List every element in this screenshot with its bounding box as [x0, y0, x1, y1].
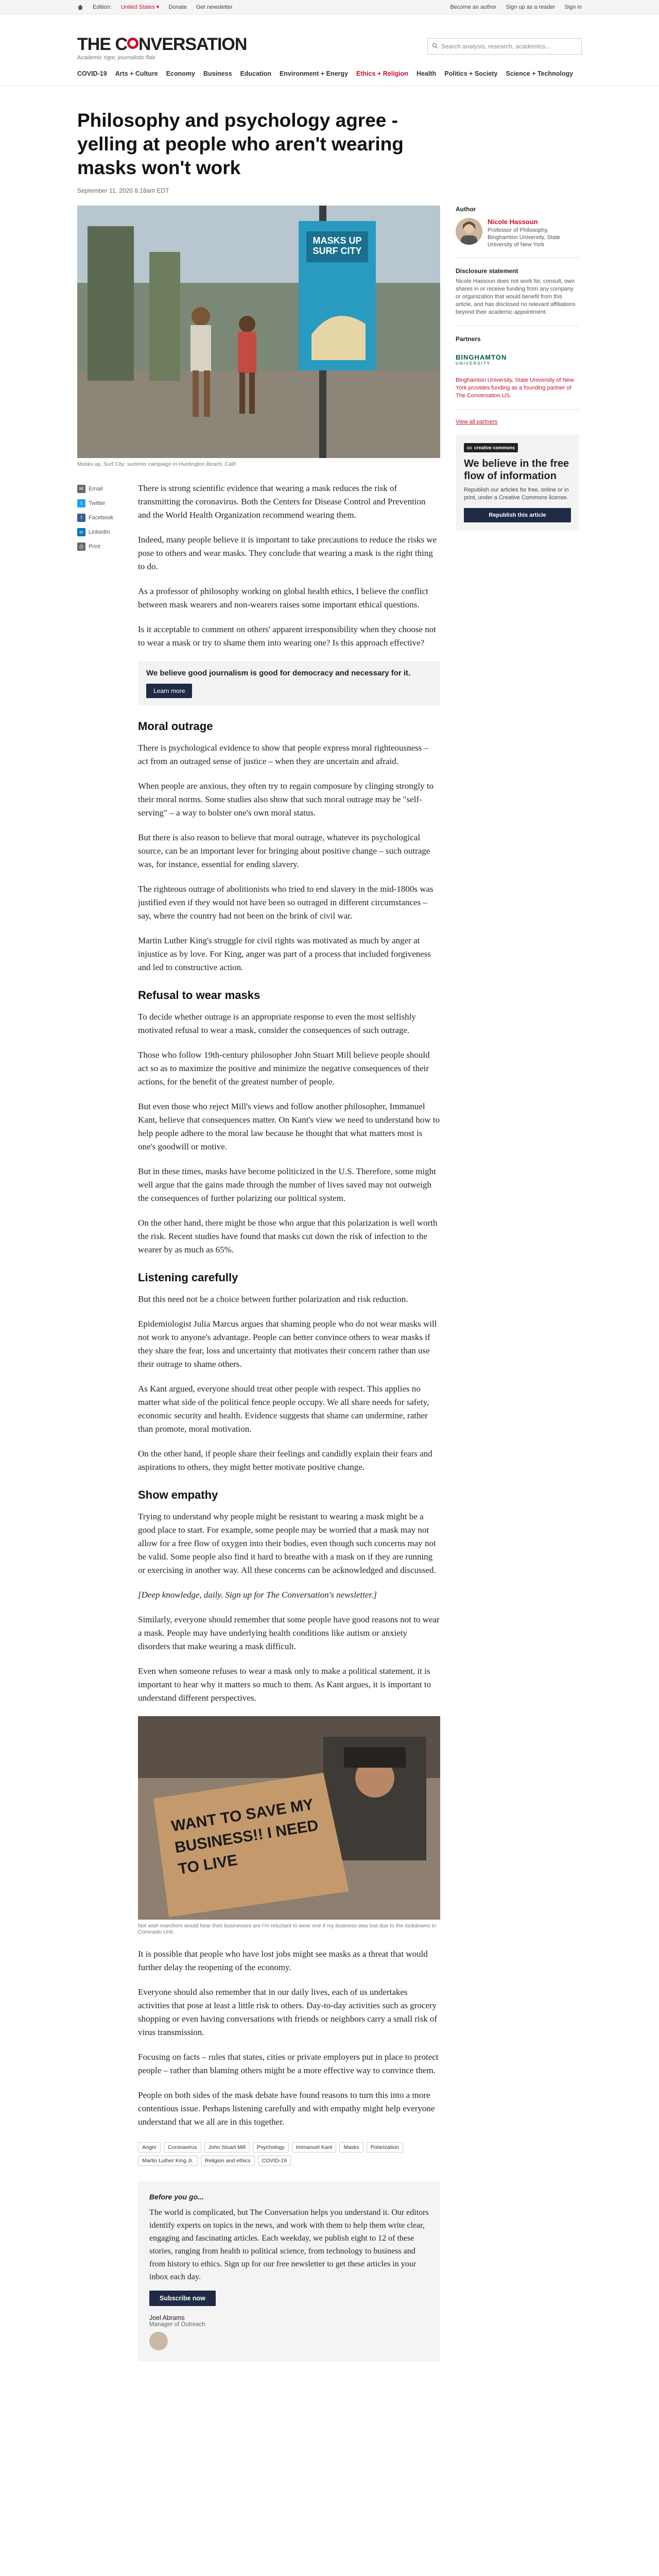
signature	[149, 2314, 429, 2350]
partner-text[interactable]: Binghamton University, State University of New York provides funding as a founding partner of The Conversation US.	[456, 377, 574, 399]
search-icon	[432, 43, 438, 50]
section-heading: Show empathy	[138, 1488, 218, 1501]
tag-link[interactable]: John Stuart Mill	[204, 2142, 250, 2153]
nav-item-education[interactable]: Education	[240, 70, 271, 77]
edition-label: Edition:	[93, 4, 112, 10]
share-facebook-button[interactable]	[77, 514, 138, 522]
learn-more-button[interactable]: Learn more	[146, 684, 192, 698]
site-header	[0, 14, 659, 70]
disclosure-text: Nicole Hassoun does not work for, consult, own shares in or receive funding from any company or organization that would benefit from this article, and has disclosed no relevant affiliations beyond their academic appointment.	[456, 278, 576, 315]
share-label: Print	[89, 544, 100, 550]
nav-item-arts-culture[interactable]: Arts + Culture	[115, 70, 158, 77]
top-utility-bar	[0, 0, 659, 14]
paragraph: There is psychological evidence to show that people express moral righteousness – act from an outraged sense of justice – when they are uncertain and afraid.	[138, 743, 429, 766]
hero-banner-text: MASKS UP SURF CITY	[313, 235, 362, 256]
hero-caption: Masks up, Surf City: summer campaign in Huntington Beach, Calif.	[77, 461, 237, 467]
linkedin-icon: in	[77, 528, 85, 536]
newsletter-link[interactable]: Get newsletter	[196, 4, 233, 10]
sign-in-link[interactable]: Sign in	[564, 4, 582, 10]
partner-logo[interactable]: BINGHAMTON UNIVERSITY	[456, 353, 507, 366]
tag-link[interactable]: COVID-19	[258, 2156, 291, 2166]
donate-callout	[138, 661, 440, 705]
tag-link[interactable]: Religion and ethics	[201, 2156, 255, 2166]
nav-item-covid-19[interactable]: COVID-19	[77, 70, 107, 77]
paragraph: It is possible that people who have lost jobs might see masks as a threat that would further delay the reopening of the economy.	[138, 1949, 428, 1972]
paragraph: Those who follow 19th-century philosopher John Stuart Mill believe people should act so as to maximize the positive and minimize the negative consequences of their actions, for the benefit of the greatest number of people.	[138, 1050, 430, 1087]
article-dateline: September 11, 2020 8.18am EDT	[77, 187, 169, 194]
republish-button[interactable]: Republish this article	[464, 508, 571, 522]
article-body	[138, 482, 440, 2382]
before-you-go-text: The world is complicated, but The Conversation helps you understand it. Our editors identify experts on topics in the news, and work with them to help them write clear, engaging and fascinating articles. Each weekday, we publish eight to 12 of these stories, ranging from health to political science, from technology to business and from history to ethics. Sign up for our free newsletter to get these articles in your inbox each day.	[149, 2208, 429, 2281]
edition-select[interactable]: United States ▾	[120, 4, 160, 10]
paragraph: On the other hand, if people share their feelings and candidly explain their fears and aspirations to others, they might better motivate positive change.	[138, 1449, 432, 1472]
facebook-icon: f	[77, 514, 85, 522]
paragraph: When people are anxious, they often try to regain composure by clinging strongly to their moral norms. Some studies also show that such moral outrage may be "self-serving" – a way to bolster one's own moral status.	[138, 781, 434, 818]
site-logo[interactable]: THE C NVERSATION	[77, 35, 247, 54]
photo-caption: Not wish marchers would hear their businesses are I'm reluctant to wear one if my business was lost due to the lockdowns in Coronado Unit.	[138, 1923, 436, 1935]
donate-link[interactable]: Donate	[168, 4, 187, 10]
donate-callout-text: We believe good journalism is good for democracy and necessary for it.	[146, 669, 411, 677]
subscribe-button[interactable]: Subscribe now	[149, 2291, 216, 2306]
paragraph: On the other hand, there might be those who argue that this polarization is well worth the risk. Recent studies have found that masks cut down the risk of infection to the wearer by as much as 65%.	[138, 1218, 438, 1255]
republish-text: Republish our articles for free, online or in print, under a Creative Commons license.	[464, 487, 569, 501]
creative-commons-icon: cc creative commons	[464, 443, 518, 452]
nav-item-economy[interactable]: Economy	[166, 70, 195, 77]
author-avatar[interactable]	[456, 218, 482, 245]
article-main	[77, 206, 440, 2382]
share-print-button[interactable]	[77, 543, 138, 551]
protest-photo	[138, 1716, 440, 1920]
view-all-partners-link[interactable]: View all partners	[456, 419, 498, 425]
home-icon[interactable]	[77, 4, 83, 10]
nav-item-health[interactable]: Health	[417, 70, 437, 77]
tag-link[interactable]: Immanuel Kant	[292, 2142, 337, 2153]
protest-sign-text: WANT TO SAVE MY BUSINESS!! I NEED TO LIVE	[170, 1795, 320, 1878]
section-heading: Moral outrage	[138, 720, 213, 733]
disclosure-heading: Disclosure statement	[456, 267, 518, 275]
logo-o-icon	[127, 38, 138, 49]
nav-item-environment-energy[interactable]: Environment + Energy	[279, 70, 348, 77]
author-label: Author	[456, 206, 476, 213]
main-nav	[0, 70, 659, 77]
author-card	[456, 206, 579, 248]
paragraph: Even when someone refuses to wear a mask only to make a political statement, it is important to hear why it matters so much to them. As Kant argues, it is important to understand different perspectives.	[138, 1666, 431, 1703]
signature-name: Joel Abrams	[149, 2314, 185, 2321]
email-icon: ✉	[77, 485, 85, 493]
paragraph: Everyone should also remember that in our daily lives, each of us undertakes activities that pose at least a little risk to others. Day-to-day activities such as grocery shopping or even having conversations with friends or neighbors carry a small risk of virus transmission.	[138, 1987, 438, 2037]
nav-item-science-technology[interactable]: Science + Technology	[506, 70, 574, 77]
avatar	[149, 2332, 168, 2350]
tag-link[interactable]: Anger	[138, 2142, 161, 2153]
search-input[interactable]	[427, 38, 582, 55]
paragraph: As a professor of philosophy working on global health ethics, I believe the conflict between mask wearers and non-wearers raises some important ethical questions.	[138, 586, 428, 609]
paragraph: Is it acceptable to comment on others' apparent irresponsibility when they choose not to wear a mask or try to shame them into wearing one? Is this approach effective?	[138, 624, 437, 648]
author-role: Professor of Philosophy, Binghamton University, State University of New York	[488, 227, 561, 248]
hero-image	[77, 206, 440, 458]
tag-link[interactable]: Coronavirus	[164, 2142, 201, 2153]
paragraph: But this need not be a choice between further polarization and risk reduction.	[138, 1294, 408, 1304]
tag-link[interactable]: Polarization	[367, 2142, 403, 2153]
partners-heading: Partners	[456, 335, 481, 343]
site-tagline: Academic rigor, journalistic flair	[77, 55, 155, 61]
author-name-link[interactable]: Nicole Hassoun	[488, 218, 538, 226]
paragraph: But in these times, masks have become politicized in the U.S. Therefore, some might well argue that the gains made through the number of lives saved may not outweigh the consequences of further polarizing our political system.	[138, 1166, 436, 1203]
nav-item-politics-society[interactable]: Politics + Society	[444, 70, 498, 77]
paragraph: There is strong scientific evidence that wearing a mask reduces the risk of transmitting the coronavirus. Both the Centers for Disease Control and Prevention and the World Health Organization recommend wearing them.	[138, 483, 426, 520]
paragraph: Similarly, everyone should remember that some people have good reasons not to wear a mask. People may have underlying health conditions like autism or anxiety disorders that make wearing a mask difficult.	[138, 1615, 440, 1651]
share-tools	[77, 482, 138, 2382]
tag-link[interactable]: Psychology	[253, 2142, 289, 2153]
share-label: Twitter	[89, 500, 106, 506]
paragraph: But there is also reason to believe that moral outrage, whatever its psychological source, can be an important lever for bringing about positive change – such outrage was, for instance, essential for ending slavery.	[138, 833, 430, 869]
paragraph: Trying to understand why people might be resistant to wearing a mask might be a good place to start. For example, some people may be worried that a mask may not allow for a free flow of oxygen into their bodies, even though such concerns may not be valid. Some people also find it hard to breathe with a mask on if they are running or exercising in another way. All these concerns can be acknowledged and discussed.	[138, 1512, 436, 1575]
share-linkedin-button[interactable]	[77, 528, 138, 536]
nav-item-ethics-religion[interactable]: Ethics + Religion	[356, 70, 409, 77]
paragraph: People on both sides of the mask debate have found reasons to turn this into a more contentious issue. Perhaps listening carefully and with empathy might help everyone understand that we all are in this together.	[138, 2090, 435, 2127]
republish-box	[456, 434, 579, 531]
republish-heading: We believe in the free flow of information	[464, 458, 569, 482]
paragraph: The righteous outrage of abolitionists who tried to end slavery in the mid-1800s was justified even if they would not have been so outraged in different circumstances – say, where the country had not been on the brink of civil war.	[138, 884, 433, 921]
sign-up-reader-link[interactable]: Sign up as a reader	[506, 4, 556, 10]
signature-role: Manager of Outreach	[149, 2321, 205, 2328]
search-placeholder: Search analysis, research, academics...	[441, 43, 551, 50]
article-title: Philosophy and psychology agree - yelling at people who aren't wearing masks won't work	[77, 110, 404, 178]
paragraph: As Kant argued, everyone should treat other people with respect. This applies no matter what side of the political fence people occupy. We all share needs for safety, economic security and health. Evidence suggests that shame can undermine, rather than promote, moral motivation.	[138, 1384, 429, 1434]
sidebar	[456, 206, 579, 2382]
become-author-link[interactable]: Become an author	[450, 4, 497, 10]
share-email-button[interactable]	[77, 485, 138, 493]
share-twitter-button[interactable]	[77, 499, 138, 507]
tag-link[interactable]: Martin Luther King Jr.	[138, 2156, 198, 2166]
tag-link[interactable]: Masks	[339, 2142, 363, 2153]
before-you-go-heading: Before you go...	[149, 2193, 204, 2201]
paragraph: But even those who reject Mill's views and follow another philosopher, Immanuel Kant, believe that consequences matter. On Kant's view we need to understand how to help people adhere to the moral law because he thought that what matters most is one's goodwill or motive.	[138, 1101, 440, 1151]
section-heading: Listening carefully	[138, 1271, 238, 1284]
nav-item-business[interactable]: Business	[203, 70, 232, 77]
article-tags	[138, 2142, 440, 2166]
section-heading: Refusal to wear masks	[138, 989, 261, 1002]
share-label: Email	[89, 486, 103, 492]
paragraph: To decide whether outrage is an appropriate response to even the most selfishly motivated refusal to wear a mask, consider the consequences of such outrage.	[138, 1012, 416, 1035]
print-icon: ⎙	[77, 543, 85, 551]
newsletter-plug[interactable]: [Deep knowledge, daily. Sign up for The Conversation's newsletter.]	[138, 1590, 377, 1600]
before-you-go-box	[138, 2181, 440, 2362]
paragraph: Epidemiologist Julia Marcus argues that shaming people who do not wear masks will not work to anyone's advantage. People can better convince others to wear masks if they share the fear, loss and uncertainty that motivates their concern rather than use their outrage to shame others.	[138, 1319, 437, 1369]
share-label: LinkedIn	[89, 529, 110, 535]
paragraph: Indeed, many people believe it is important to take precautions to reduce the risks we pose to others and wear masks. They conclude that wearing a mask is the right thing to do.	[138, 535, 437, 571]
paragraph: Martin Luther King's struggle for civil rights was motivated as much by anger at injustice as by love. For King, anger was part of a process that included forgiveness and led to constructive action.	[138, 936, 431, 972]
paragraph: Focusing on facts – rules that states, cities or private employers put in place to protect people – rather than blaming others might be a more effective way to convince them.	[138, 2052, 439, 2075]
twitter-icon: t	[77, 499, 85, 507]
share-label: Facebook	[89, 515, 114, 521]
